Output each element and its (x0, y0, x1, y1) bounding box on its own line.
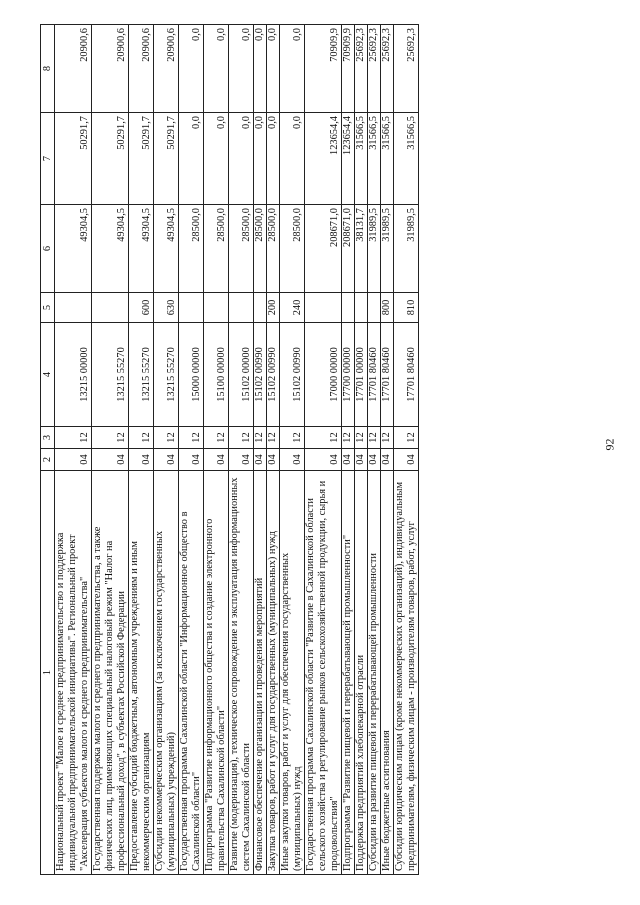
value-cell: 25692,3 (381, 25, 394, 113)
value-cell (342, 293, 355, 323)
value-cell: 04 (342, 449, 355, 471)
value-cell: 25692,3 (394, 25, 419, 113)
value-cell: 12 (254, 427, 267, 449)
value-cell: 04 (394, 449, 419, 471)
row-label-cell: Иные закупки товаров, работ и услуг для обеспечения государственных (муниципальных) нужд (280, 471, 305, 875)
value-cell: 04 (154, 449, 179, 471)
value-cell: 0,0 (254, 113, 267, 205)
value-cell (368, 293, 381, 323)
value-cell: 12 (204, 427, 229, 449)
value-cell: 12 (342, 427, 355, 449)
value-cell: 28500,0 (280, 205, 305, 293)
value-cell: 31566,5 (368, 113, 381, 205)
value-cell (55, 293, 92, 323)
value-cell: 04 (280, 449, 305, 471)
value-cell: 12 (368, 427, 381, 449)
value-cell: 04 (204, 449, 229, 471)
value-cell: 04 (129, 449, 154, 471)
table-row (280, 25, 305, 875)
row-label-cell: Государственная поддержка малого и среднего предпринимательства, а также физических лиц, применяющих специальный налоговый режим "Налог на профессиональный доход", в субъектах Российской Федерации (92, 471, 129, 875)
value-cell: 15102 00990 (254, 323, 267, 427)
table-row (55, 25, 92, 875)
value-cell: 12 (179, 427, 204, 449)
value-cell (92, 293, 129, 323)
value-cell: 0,0 (229, 113, 254, 205)
value-cell: 15100 00000 (204, 323, 229, 427)
value-cell: 0,0 (280, 113, 305, 205)
value-cell: 12 (280, 427, 305, 449)
table-row (305, 25, 342, 875)
value-cell: 13215 00000 (55, 323, 92, 427)
table-row (394, 25, 419, 875)
value-cell: 12 (154, 427, 179, 449)
value-cell: 0,0 (267, 113, 280, 205)
value-cell: 31566,5 (355, 113, 368, 205)
value-cell: 04 (254, 449, 267, 471)
value-cell: 12 (355, 427, 368, 449)
rotated-table-frame (40, 25, 622, 875)
budget-table (40, 24, 419, 875)
table-row (368, 25, 381, 875)
table-row (229, 25, 254, 875)
value-cell: 49304,5 (154, 205, 179, 293)
table-row (154, 25, 179, 875)
value-cell (229, 293, 254, 323)
value-cell: 50291,7 (55, 113, 92, 205)
value-cell: 04 (179, 449, 204, 471)
value-cell: 13215 55270 (129, 323, 154, 427)
value-cell: 20900,6 (129, 25, 154, 113)
value-cell: 04 (229, 449, 254, 471)
table-row (267, 25, 280, 875)
table-row (204, 25, 229, 875)
table-row (129, 25, 154, 875)
row-label-cell: Подпрограмма "Развитие информационного общества и создание электронного правительства Сахалинской области" (204, 471, 229, 875)
value-cell: 630 (154, 293, 179, 323)
value-cell: 15000 00000 (179, 323, 204, 427)
col-header: 3 (41, 427, 55, 449)
value-cell: 20900,6 (154, 25, 179, 113)
value-cell: 15102 00990 (280, 323, 305, 427)
value-cell: 240 (280, 293, 305, 323)
value-cell: 31989,5 (368, 205, 381, 293)
value-cell: 70909,9 (342, 25, 355, 113)
value-cell: 12 (394, 427, 419, 449)
value-cell: 15102 00000 (229, 323, 254, 427)
value-cell: 15102 00990 (267, 323, 280, 427)
row-label-cell: Предоставление субсидий бюджетным, автономным учреждениям и иным некоммерческим организациям (129, 471, 154, 875)
value-cell: 04 (368, 449, 381, 471)
row-label-cell: Иные бюджетные ассигнования (381, 471, 394, 875)
value-cell: 70909,9 (305, 25, 342, 113)
col-header: 6 (41, 205, 55, 293)
value-cell: 12 (267, 427, 280, 449)
value-cell: 810 (394, 293, 419, 323)
value-cell: 04 (381, 449, 394, 471)
value-cell: 50291,7 (154, 113, 179, 205)
value-cell: 12 (381, 427, 394, 449)
value-cell: 28500,0 (204, 205, 229, 293)
table-row (342, 25, 355, 875)
value-cell (254, 293, 267, 323)
value-cell: 50291,7 (92, 113, 129, 205)
value-cell: 04 (55, 449, 92, 471)
col-header: 4 (41, 323, 55, 427)
value-cell: 25692,3 (355, 25, 368, 113)
value-cell: 17701 80460 (368, 323, 381, 427)
col-header: 7 (41, 113, 55, 205)
page-number: 92 (602, 438, 617, 451)
value-cell (355, 293, 368, 323)
value-cell (305, 293, 342, 323)
value-cell: 200 (267, 293, 280, 323)
value-cell: 20900,6 (55, 25, 92, 113)
value-cell: 0,0 (267, 25, 280, 113)
value-cell: 12 (55, 427, 92, 449)
table-row (179, 25, 204, 875)
value-cell: 0,0 (280, 25, 305, 113)
value-cell: 04 (355, 449, 368, 471)
value-cell: 208671,0 (342, 205, 355, 293)
value-cell: 31989,5 (394, 205, 419, 293)
row-label-cell: Государственная программа Сахалинской области "Информационное общество в Сахалинской области" (179, 471, 204, 875)
value-cell: 49304,5 (92, 205, 129, 293)
value-cell: 17701 80460 (381, 323, 394, 427)
value-cell: 25692,3 (368, 25, 381, 113)
row-label-cell: Развитие (модернизация), техническое сопровождение и эксплуатация информационных систем Сахалинской области (229, 471, 254, 875)
row-label-cell: Подпрограмма "Развитие пищевой и перерабатывающей промышленности" (342, 471, 355, 875)
value-cell: 208671,0 (305, 205, 342, 293)
value-cell: 0,0 (254, 25, 267, 113)
value-cell: 12 (229, 427, 254, 449)
row-label-cell: Поддержка предприятий хлебопекарной отрасли (355, 471, 368, 875)
col-header: 5 (41, 293, 55, 323)
value-cell (204, 293, 229, 323)
value-cell: 28500,0 (229, 205, 254, 293)
value-cell: 0,0 (204, 25, 229, 113)
value-cell: 17701 80460 (394, 323, 419, 427)
value-cell: 12 (92, 427, 129, 449)
value-cell: 31566,5 (381, 113, 394, 205)
value-cell: 28500,0 (179, 205, 204, 293)
value-cell: 17000 00000 (305, 323, 342, 427)
table-row (381, 25, 394, 875)
col-header: 8 (41, 25, 55, 113)
row-label-cell: Субсидии на развитие пищевой и перерабатывающей промышленности (368, 471, 381, 875)
value-cell: 13215 55270 (154, 323, 179, 427)
value-cell: 31566,5 (394, 113, 419, 205)
value-cell: 600 (129, 293, 154, 323)
row-label-cell: Субсидии некоммерческим организациям (за исключением государственных (муниципальных) учреждений) (154, 471, 179, 875)
value-cell: 12 (129, 427, 154, 449)
value-cell: 13215 55270 (92, 323, 129, 427)
table-row (254, 25, 267, 875)
value-cell: 0,0 (179, 113, 204, 205)
row-label-cell: Национальный проект "Малое и среднее предпринимательство и поддержка индивидуальной предпринимательской инициативы". Региональный проект "Акселерация субъектов малого и среднего предпринимательства" (55, 471, 92, 875)
value-cell: 123654,4 (342, 113, 355, 205)
value-cell: 38131,7 (355, 205, 368, 293)
header-row (41, 25, 55, 875)
value-cell: 800 (381, 293, 394, 323)
value-cell: 50291,7 (129, 113, 154, 205)
table-body (55, 25, 419, 875)
row-label-cell: Государственная программа Сахалинской области "Развитие в Сахалинской области сельского хозяйства и регулирование рынков сельскохозяйственной продукции, сырья и продовольствия" (305, 471, 342, 875)
value-cell: 28500,0 (267, 205, 280, 293)
col-header: 1 (41, 471, 55, 875)
value-cell: 0,0 (229, 25, 254, 113)
value-cell: 123654,4 (305, 113, 342, 205)
value-cell: 0,0 (204, 113, 229, 205)
value-cell: 12 (305, 427, 342, 449)
row-label-cell: Закупка товаров, работ и услуг для государственных (муниципальных) нужд (267, 471, 280, 875)
value-cell: 04 (92, 449, 129, 471)
value-cell: 31989,5 (381, 205, 394, 293)
value-cell (179, 293, 204, 323)
value-cell: 04 (267, 449, 280, 471)
table-row (92, 25, 129, 875)
value-cell: 17701 00000 (355, 323, 368, 427)
value-cell: 20900,6 (92, 25, 129, 113)
value-cell: 49304,5 (55, 205, 92, 293)
value-cell: 28500,0 (254, 205, 267, 293)
col-header: 2 (41, 449, 55, 471)
value-cell: 0,0 (179, 25, 204, 113)
value-cell: 49304,5 (129, 205, 154, 293)
row-label-cell: Финансовое обеспечение организации и проведения мероприятий (254, 471, 267, 875)
table-row (355, 25, 368, 875)
value-cell: 04 (305, 449, 342, 471)
row-label-cell: Субсидии юридическим лицам (кроме некоммерческих организаций), индивидуальным предпринимателям, физическим лицам - производителям товаров, работ, услуг (394, 471, 419, 875)
value-cell: 17700 00000 (342, 323, 355, 427)
